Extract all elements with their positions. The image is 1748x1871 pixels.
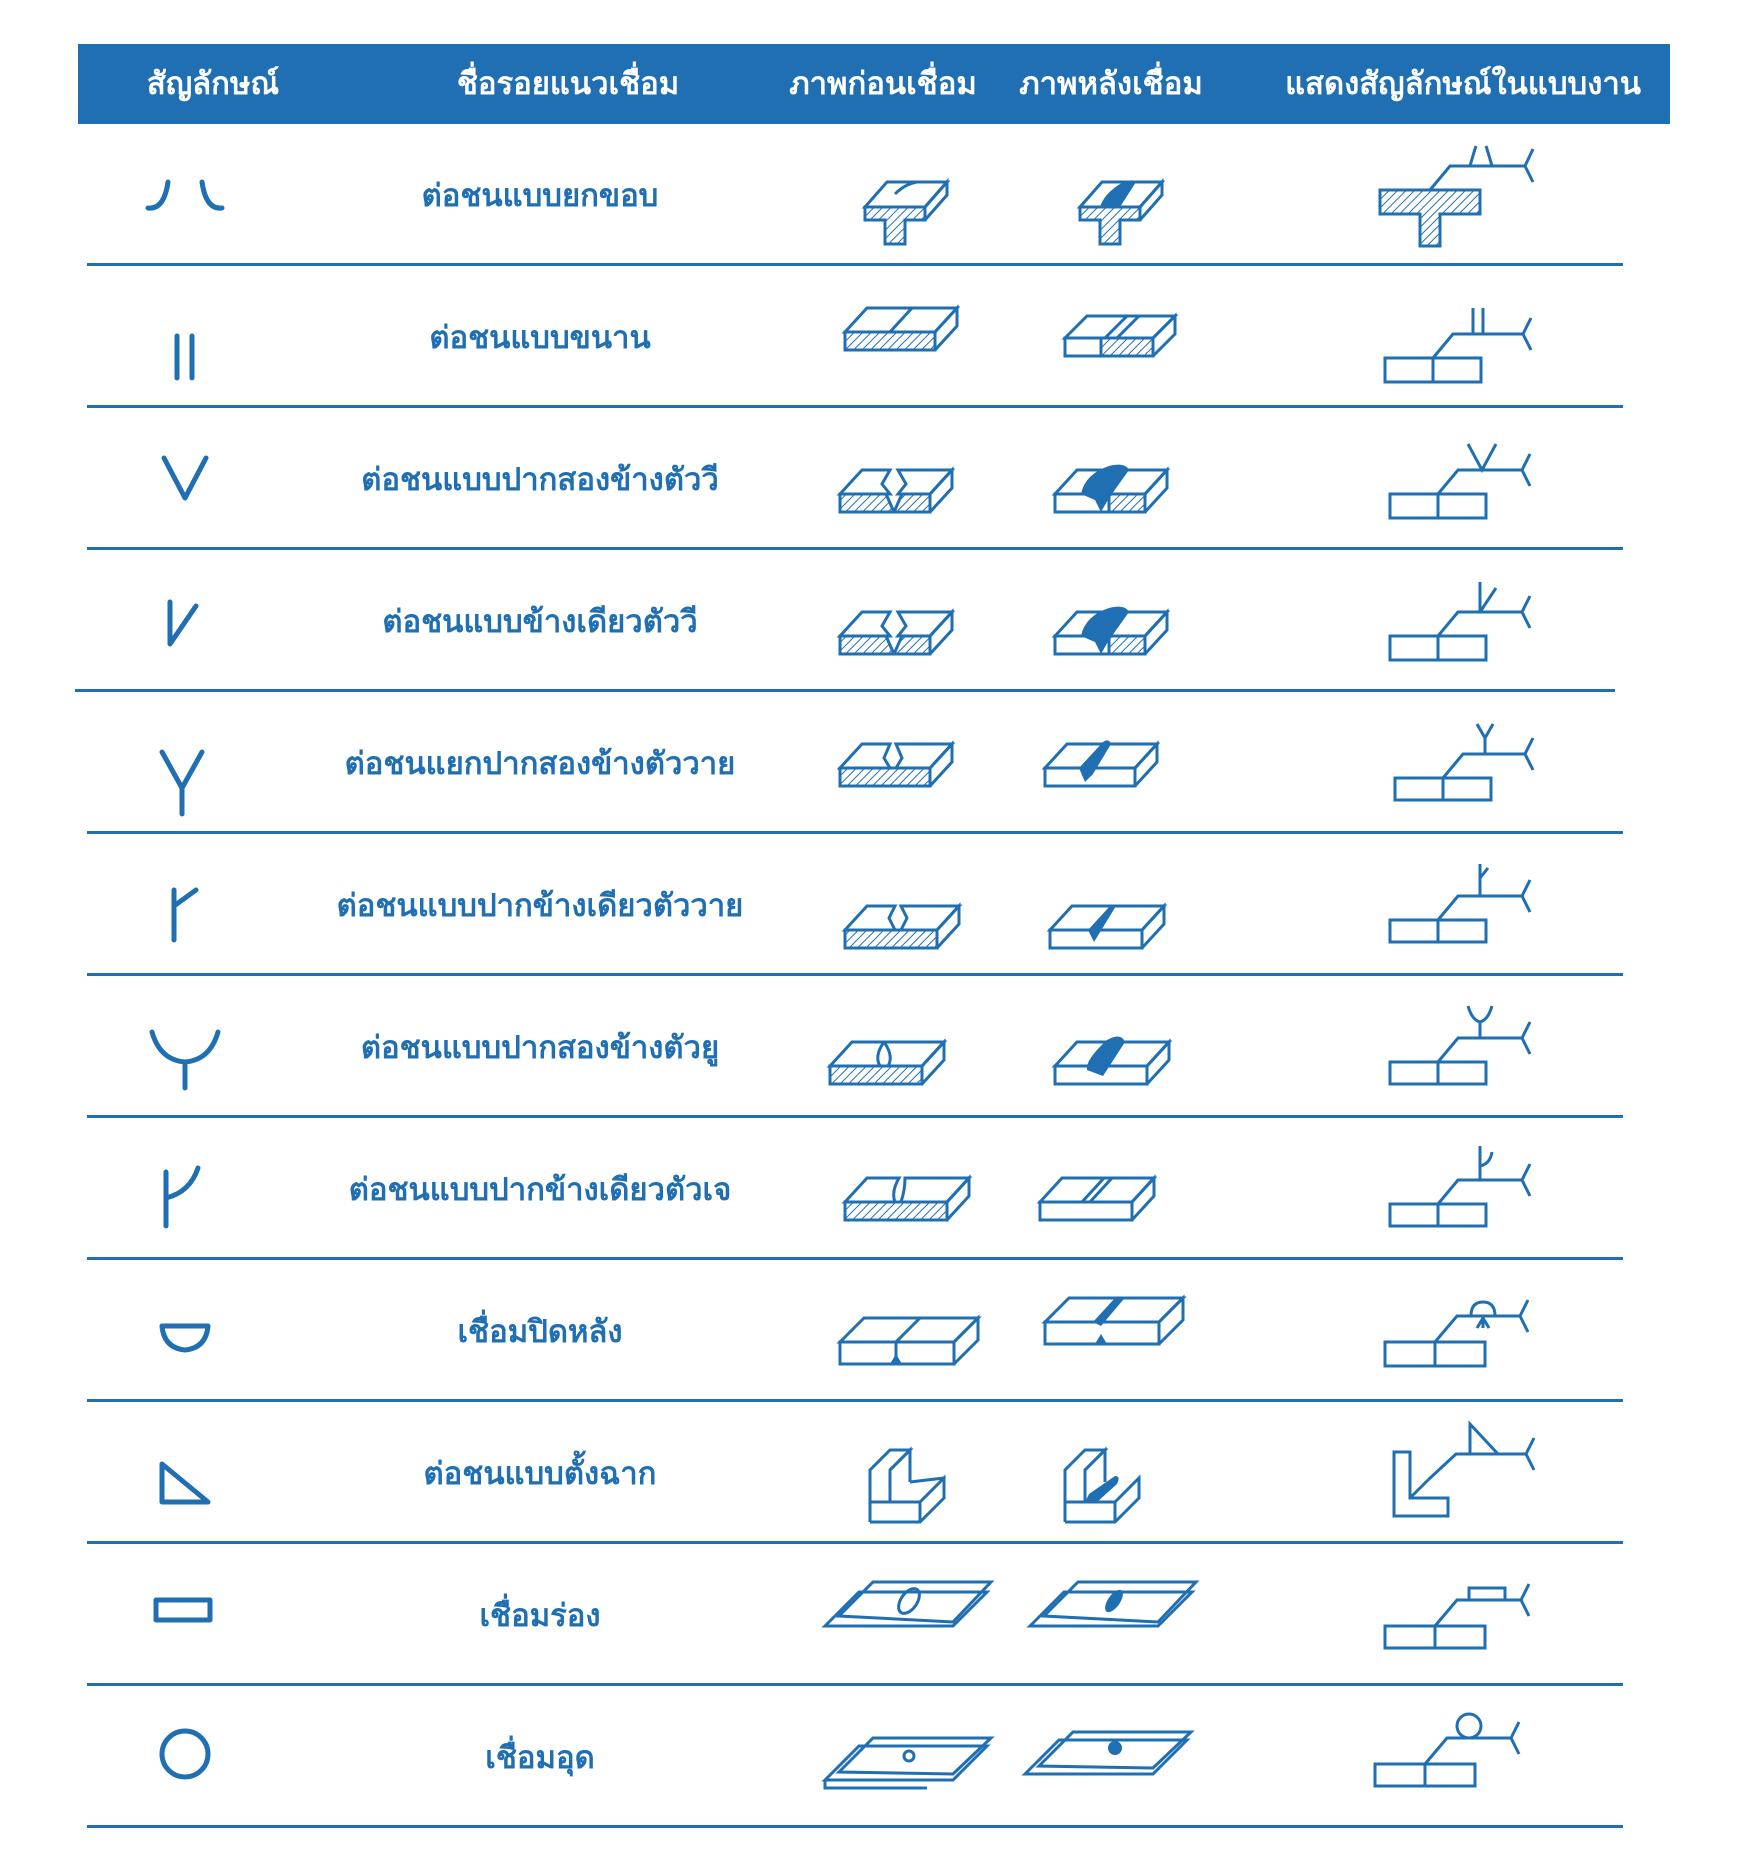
before-weld-image [835, 1118, 975, 1260]
drawing-symbol-image [1365, 1686, 1535, 1828]
after-weld-image [1020, 1544, 1210, 1686]
after-weld-image [1070, 124, 1200, 266]
drawing-symbol-image [1380, 834, 1550, 976]
square-butt-symbol-icon [130, 266, 240, 408]
before-weld-image [835, 834, 975, 976]
row-divider [87, 1825, 1623, 1828]
drawing-symbol-image [1370, 124, 1550, 266]
after-weld-image [1035, 692, 1175, 834]
backing-weld-symbol-icon [130, 1260, 240, 1402]
weld-name: เชื่อมอุด [485, 1740, 595, 1776]
after-weld-image [1030, 1118, 1170, 1260]
table-row [0, 1118, 1748, 1260]
drawing-symbol-image [1375, 266, 1545, 408]
spot-weld-symbol-icon [130, 1686, 240, 1828]
weld-name: ต่อชนแบบปากสองข้างตัววี [361, 462, 719, 498]
before-weld-image [830, 1260, 990, 1402]
table-row [0, 550, 1748, 692]
before-weld-image [830, 408, 970, 550]
table-row [0, 976, 1748, 1118]
header-after: ภาพหลังเชื่อม [1019, 66, 1203, 102]
drawing-symbol-image [1380, 1402, 1550, 1544]
weld-name: ต่อชนแบบตั้งฉาก [423, 1456, 657, 1492]
table-row [0, 1544, 1748, 1686]
table-row [0, 124, 1748, 266]
table-row [0, 1686, 1748, 1828]
header-drawing: แสดงสัญลักษณ์ในแบบงาน [1285, 66, 1641, 102]
drawing-symbol-image [1380, 550, 1550, 692]
weld-name: เชื่อมปิดหลัง [457, 1314, 623, 1350]
single-bevel-y-symbol-icon [130, 834, 240, 976]
after-weld-image [1015, 1686, 1205, 1828]
drawing-symbol-image [1380, 976, 1550, 1118]
slot-weld-symbol-icon [130, 1544, 240, 1686]
drawing-symbol-image [1380, 1118, 1550, 1260]
before-weld-image [815, 1544, 1005, 1686]
header-before: ภาพก่อนเชื่อม [789, 66, 977, 102]
before-weld-image [835, 266, 975, 408]
y-butt-symbol-icon [130, 692, 240, 834]
drawing-symbol-image [1375, 1544, 1545, 1686]
weld-name: ต่อชนแบบปากข้างเดียวตัววาย [336, 888, 744, 924]
weld-name: ต่อชนแยกปากสองข้างตัววาย [344, 746, 736, 782]
after-weld-image [1035, 1260, 1195, 1402]
after-weld-image [1045, 976, 1185, 1118]
weld-name: ต่อชนแบบยกขอบ [421, 178, 659, 214]
header-symbol: สัญลักษณ์ [146, 66, 280, 102]
header-weld-name: ชื่อรอยแนวเชื่อม [456, 66, 680, 102]
table-row [0, 834, 1748, 976]
drawing-symbol-image [1375, 1260, 1545, 1402]
drawing-symbol-image [1385, 692, 1555, 834]
table-row [0, 1260, 1748, 1402]
table-row [0, 692, 1748, 834]
before-weld-image [820, 976, 960, 1118]
before-weld-image [855, 124, 985, 266]
j-butt-symbol-icon [130, 1118, 240, 1260]
bevel-butt-symbol-icon [130, 550, 240, 692]
table-row [0, 1402, 1748, 1544]
weld-name: ต่อชนแบบปากข้างเดียวตัวเจ [348, 1172, 732, 1208]
before-weld-image [860, 1402, 980, 1544]
fillet-weld-symbol-icon [130, 1402, 240, 1544]
after-weld-image [1040, 834, 1180, 976]
after-weld-image [1055, 266, 1195, 408]
table-row [0, 266, 1748, 408]
weld-name: ต่อชนแบบขนาน [429, 320, 651, 356]
weld-name: ต่อชนแบบข้างเดียวตัววี [382, 604, 698, 640]
after-weld-image [1055, 1402, 1175, 1544]
weld-name: เชื่อมร่อง [479, 1598, 601, 1634]
v-butt-symbol-icon [130, 408, 240, 550]
u-butt-symbol-icon [130, 976, 240, 1118]
before-weld-image [830, 692, 970, 834]
flare-butt-symbol-icon [130, 124, 240, 266]
after-weld-image [1045, 408, 1185, 550]
before-weld-image [815, 1686, 1005, 1828]
drawing-symbol-image [1380, 408, 1550, 550]
table-row [0, 408, 1748, 550]
after-weld-image [1045, 550, 1185, 692]
table-header [78, 44, 1670, 124]
before-weld-image [830, 550, 970, 692]
weld-name: ต่อชนแบบปากสองข้างตัวยู [360, 1030, 720, 1066]
